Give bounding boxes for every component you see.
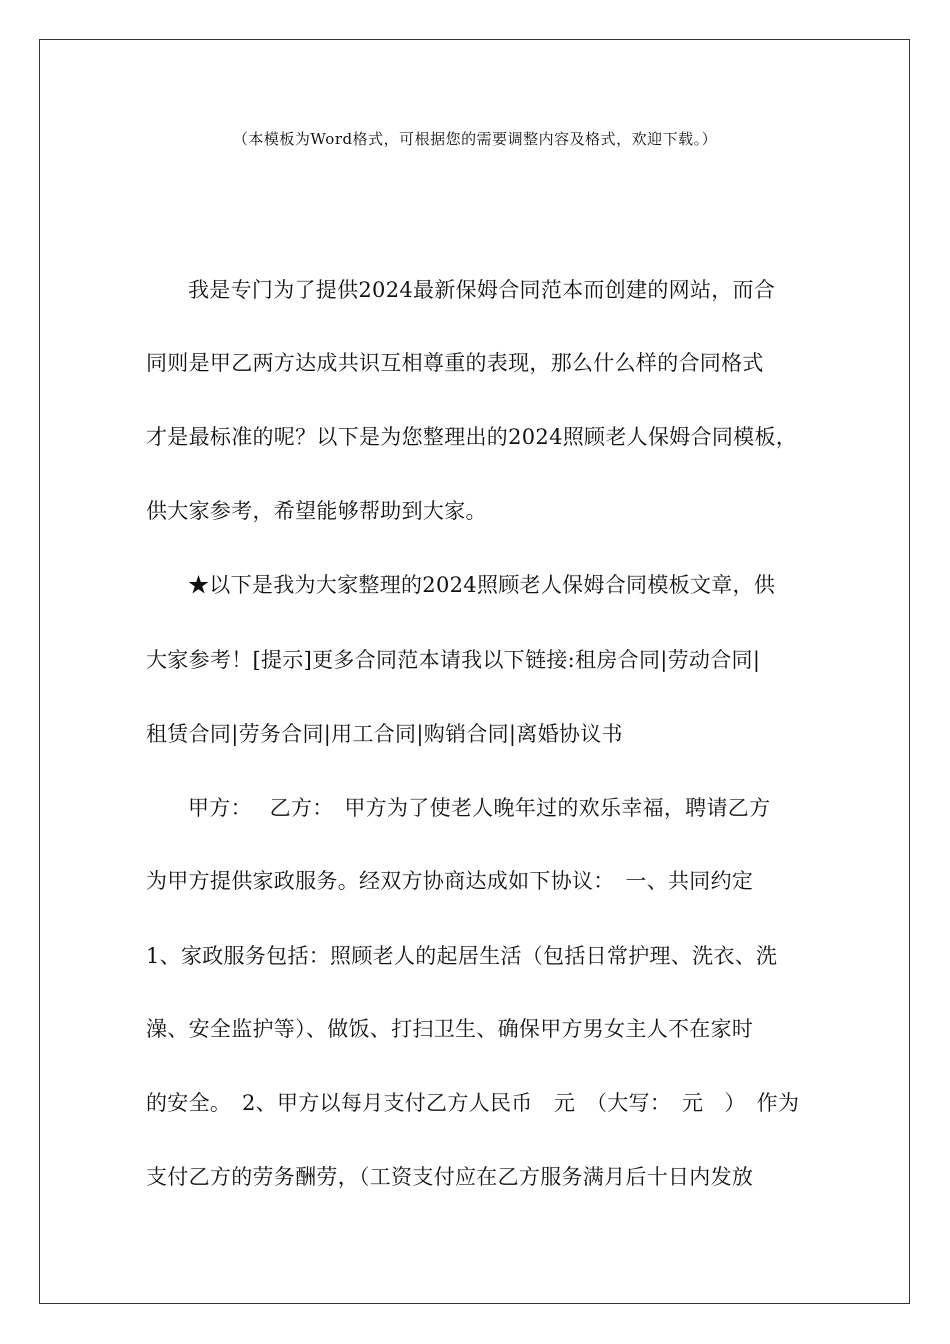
paragraph-line: 我是专门为了提供2024最新保姆合同范本而创建的网站，而合: [188, 278, 776, 302]
paragraph-line: 的安全。 2、甲方以每月支付乙方人民币 元 （大写： 元 ） 作为: [146, 1091, 800, 1115]
paragraph-line: 大家参考！[提示]更多合同范本请我以下链接:租房合同|劳动合同|: [146, 648, 761, 672]
paragraph-line: 租赁合同|劳务合同|用工合同|购销合同|离婚协议书: [146, 722, 623, 746]
paragraph-line: 同则是甲乙两方达成共识互相尊重的表现，那么什么样的合同格式: [146, 351, 764, 375]
paragraph-line: 为甲方提供家政服务。经双方协商达成如下协议： 一、共同约定: [146, 869, 754, 893]
template-note: （本模板为Word格式，可根据您的需要调整内容及格式，欢迎下载。）: [232, 130, 718, 148]
paragraph-line: 才是最标准的呢？以下是为您整理出的2024照顾老人保姆合同模板，: [146, 425, 798, 449]
paragraph-line: 1、家政服务包括：照顾老人的起居生活（包括日常护理、洗衣、洗: [146, 944, 778, 968]
paragraph-line: 供大家参考，希望能够帮助到大家。: [146, 499, 487, 523]
paragraph-line: 支付乙方的劳务酬劳，（工资支付应在乙方服务满月后十日内发放: [146, 1165, 754, 1189]
paragraph-line: 甲方： 乙方： 甲方为了使老人晚年过的欢乐幸福，聘请乙方: [188, 796, 771, 820]
paragraph-line: ★以下是我为大家整理的2024照顾老人保姆合同模板文章，供: [188, 573, 776, 597]
paragraph-line: 澡、安全监护等）、做饭、打扫卫生、确保甲方男女主人不在家时: [146, 1017, 754, 1041]
